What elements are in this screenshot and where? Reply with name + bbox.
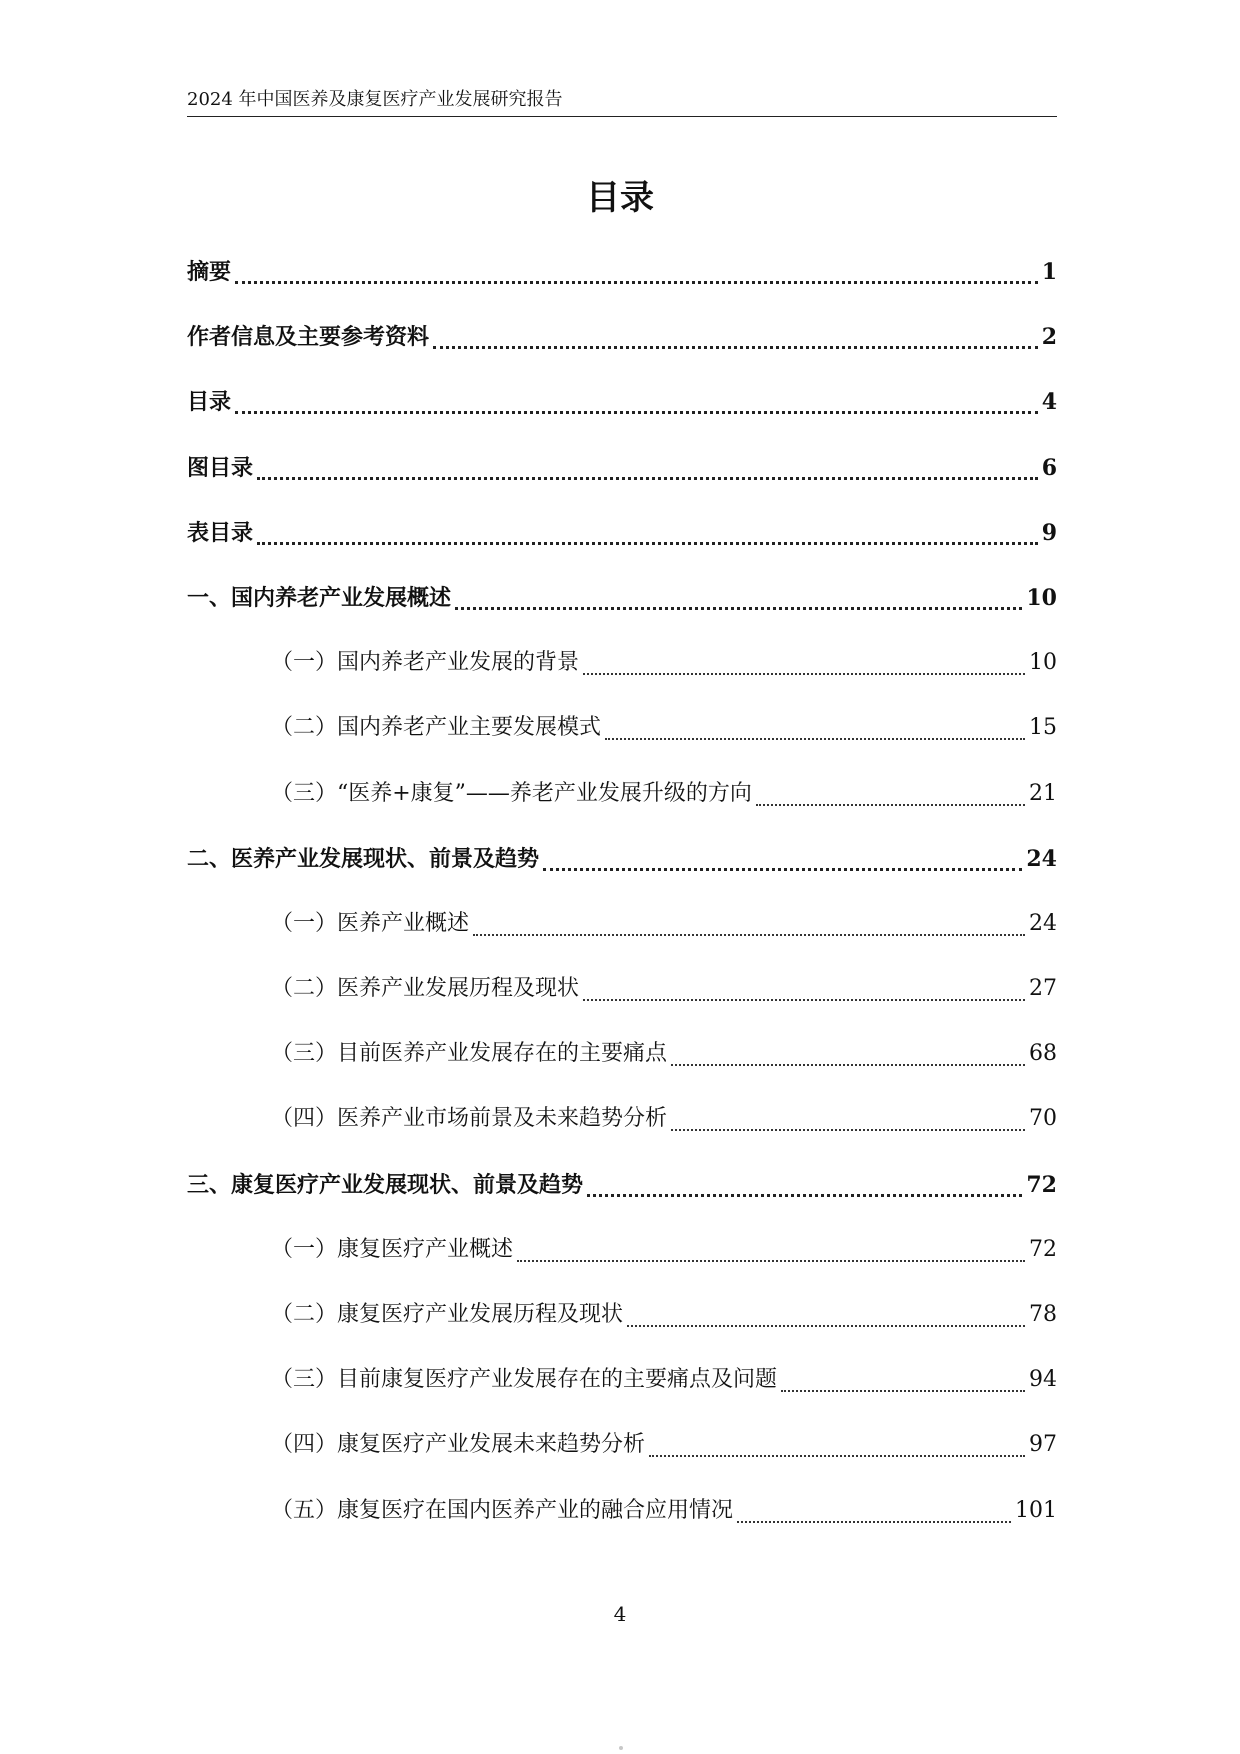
toc-entry-figures[interactable] (187, 448, 1057, 513)
dot-leader (649, 1425, 1025, 1457)
dot-leader (473, 904, 1025, 936)
page-number: 4 (613, 1602, 627, 1626)
dot-leader (627, 1295, 1025, 1327)
toc-entry-section-2-4[interactable] (187, 1099, 1057, 1164)
dot-leader (737, 1491, 1011, 1523)
toc-entry-page: 21 (1029, 780, 1057, 806)
table-of-contents (187, 252, 1057, 1556)
dot-leader (605, 708, 1025, 740)
toc-entry-section-1-3[interactable] (187, 774, 1057, 839)
toc-entry-label: （二）医养产业发展历程及现状 (271, 976, 580, 1002)
toc-entry-page: 27 (1029, 976, 1057, 1002)
toc-entry-label: 表目录 (187, 519, 254, 546)
toc-entry-section-1-2[interactable] (187, 708, 1057, 773)
dot-leader (583, 643, 1025, 675)
toc-entry-label: 摘要 (187, 259, 232, 285)
dot-leader (235, 382, 1038, 414)
dot-leader (517, 1230, 1025, 1262)
running-header (187, 90, 1057, 117)
toc-entry-page: 94 (1029, 1367, 1057, 1393)
toc-entry-abstract[interactable] (187, 252, 1057, 317)
toc-entry-page: 9 (1041, 519, 1057, 546)
toc-entry-label: （一）康复医疗产业概述 (271, 1236, 514, 1262)
toc-entry-page: 10 (1026, 584, 1057, 611)
toc-entry-page: 72 (1026, 1171, 1057, 1198)
toc-entry-contents[interactable] (187, 382, 1057, 447)
toc-entry-section-3-3[interactable] (187, 1360, 1057, 1425)
dot-leader (671, 1034, 1025, 1066)
dot-leader (781, 1360, 1025, 1392)
toc-entry-page: 24 (1026, 845, 1057, 872)
toc-entry-label: （三）目前康复医疗产业发展存在的主要痛点及问题 (271, 1367, 778, 1393)
toc-entry-label: （四）医养产业市场前景及未来趋势分析 (271, 1106, 668, 1132)
toc-entry-label: 图目录 (187, 454, 254, 481)
dot-leader (235, 252, 1038, 284)
toc-entry-label: （四）康复医疗产业发展未来趋势分析 (271, 1432, 646, 1458)
toc-entry-page: 6 (1041, 454, 1057, 481)
toc-entry-label: 作者信息及主要参考资料 (187, 324, 430, 351)
running-header-title: 2024 年中国医养及康复医疗产业发展研究报告 (187, 89, 563, 110)
toc-entry-page: 68 (1029, 1041, 1057, 1067)
toc-entry-label: 二、医养产业发展现状、前景及趋势 (187, 845, 540, 872)
toc-entry-label: （三）“医养+康复”——养老产业发展升级的方向 (271, 780, 752, 806)
toc-entry-page: 24 (1029, 910, 1057, 936)
toc-entry-chapter-1[interactable] (187, 578, 1057, 643)
dot-leader (671, 1099, 1025, 1131)
toc-entry-section-3-5[interactable] (187, 1491, 1057, 1556)
toc-entry-section-1-1[interactable] (187, 643, 1057, 708)
toc-entry-section-2-2[interactable] (187, 969, 1057, 1034)
toc-entry-label: 三、康复医疗产业发展现状、前景及趋势 (187, 1171, 584, 1198)
toc-title: 目录 (586, 178, 654, 218)
toc-entry-label: 一、国内养老产业发展概述 (187, 584, 452, 611)
scan-artifact (619, 1746, 623, 1750)
toc-entry-section-3-2[interactable] (187, 1295, 1057, 1360)
toc-entry-page: 15 (1029, 715, 1057, 741)
toc-entry-page: 4 (1041, 389, 1057, 416)
toc-entry-tables[interactable] (187, 513, 1057, 578)
toc-entry-page: 101 (1015, 1497, 1057, 1523)
toc-entry-chapter-2[interactable] (187, 839, 1057, 904)
toc-entry-page: 72 (1029, 1236, 1057, 1262)
toc-entry-label: （一）医养产业概述 (271, 910, 470, 936)
toc-entry-label: 目录 (187, 389, 232, 416)
dot-leader (756, 774, 1025, 806)
toc-entry-label: （三）目前医养产业发展存在的主要痛点 (271, 1041, 668, 1067)
toc-entry-label: （二）康复医疗产业发展历程及现状 (271, 1302, 624, 1327)
toc-entry-section-3-1[interactable] (187, 1230, 1057, 1295)
toc-entry-page: 70 (1029, 1106, 1057, 1132)
toc-entry-section-2-3[interactable] (187, 1034, 1057, 1099)
toc-entry-page: 78 (1029, 1302, 1057, 1327)
toc-entry-label: （五）康复医疗在国内医养产业的融合应用情况 (271, 1497, 734, 1523)
dot-leader (583, 969, 1025, 1001)
dot-leader (455, 578, 1022, 610)
toc-entry-page: 2 (1041, 324, 1057, 351)
dot-leader (543, 839, 1022, 871)
toc-entry-label: （二）国内养老产业主要发展模式 (271, 715, 602, 741)
dot-leader (257, 513, 1038, 545)
toc-entry-page: 1 (1041, 259, 1057, 285)
toc-entry-section-2-1[interactable] (187, 904, 1057, 969)
toc-entry-authors[interactable] (187, 317, 1057, 382)
dot-leader (587, 1165, 1022, 1197)
dot-leader (257, 448, 1038, 480)
dot-leader (433, 317, 1038, 349)
toc-entry-page: 97 (1029, 1432, 1057, 1458)
toc-entry-section-3-4[interactable] (187, 1425, 1057, 1490)
toc-entry-chapter-3[interactable] (187, 1165, 1057, 1230)
toc-entry-page: 10 (1029, 650, 1057, 676)
toc-entry-label: （一）国内养老产业发展的背景 (271, 650, 580, 676)
